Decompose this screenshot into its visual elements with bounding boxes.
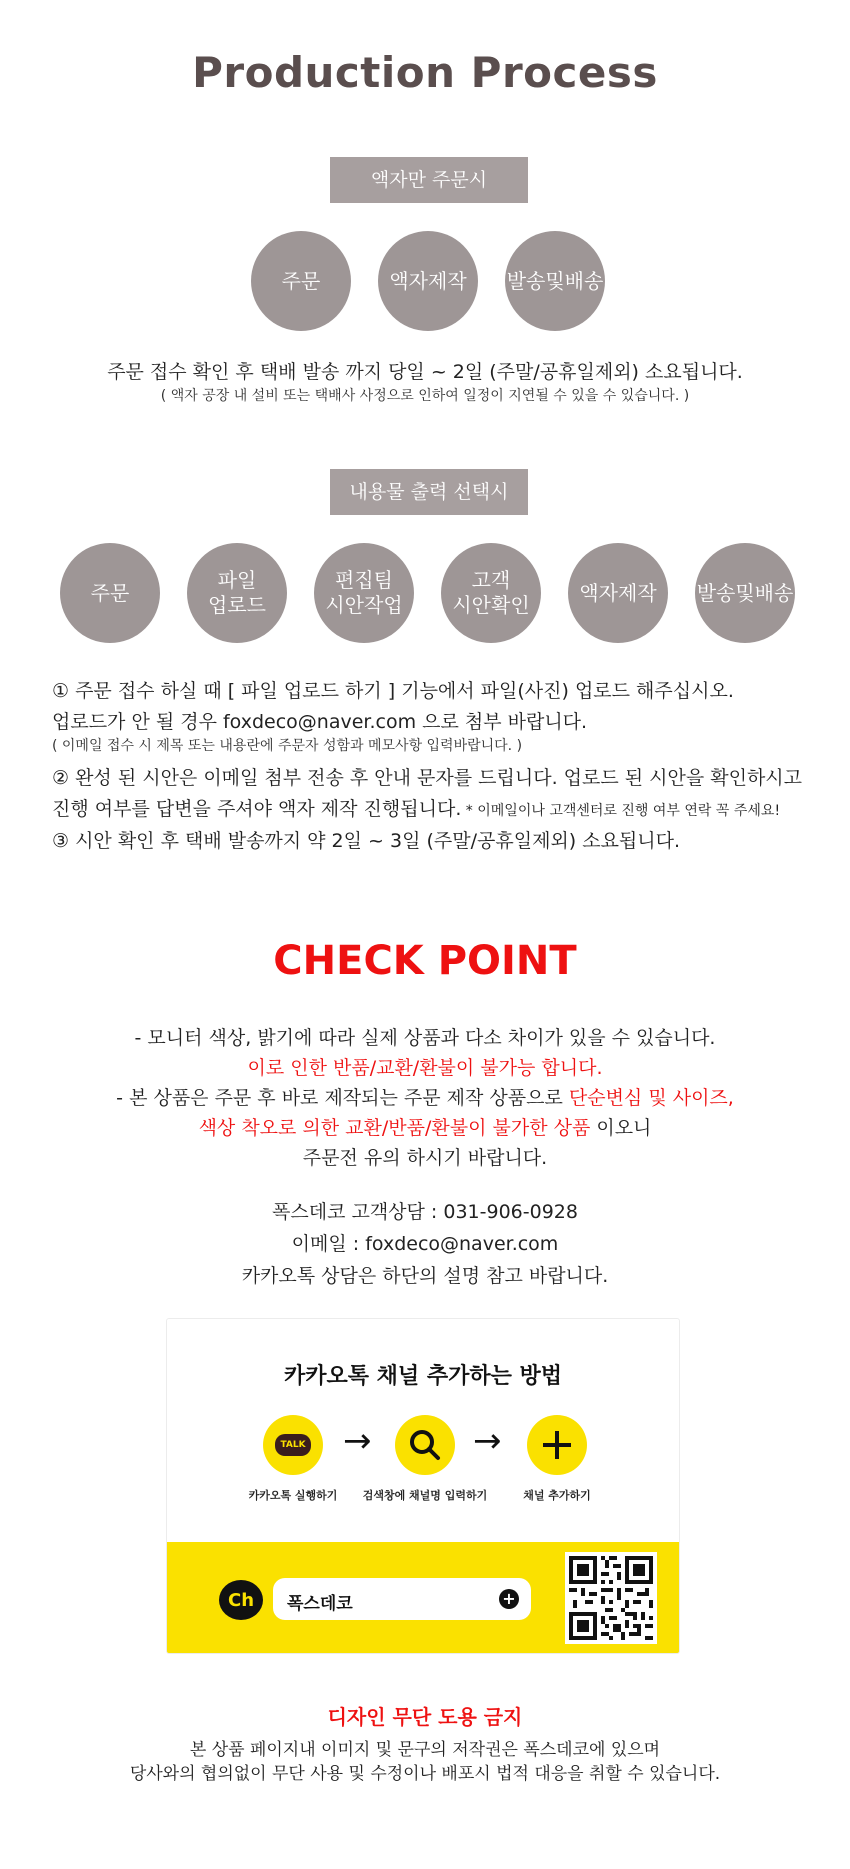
kakao-channel-logo: Ch [219,1580,263,1620]
design-copy-warning-title: 디자인 무단 도용 금지 [327,1705,523,1729]
contact-kakao-note: 카카오톡 상담은 하단의 설명 참고 바랍니다. [241,1265,609,1287]
step-note-2: 업로드가 안 될 경우 foxdeco@naver.com 으로 첨부 바랍니다. [52,711,588,733]
process-step-frame-making: 액자제작 [378,231,478,331]
step-note-5-main: 진행 여부를 답변을 주셔야 액자 제작 진행됩니다. [52,798,462,820]
arrow-right-icon: → [473,1421,502,1461]
kakao-step-label-3: 채널 추가하기 [523,1489,591,1502]
search-icon [395,1415,455,1475]
kakao-guide-title: 카카오톡 채널 추가하는 방법 [283,1364,562,1389]
check-point-line-3 [0,1083,850,1110]
page-title: Production Process [192,48,658,97]
contact-email: 이메일 : foxdeco@naver.com [291,1233,559,1255]
kakao-channel-band [167,1542,679,1653]
step-note-4: ② 완성 된 시안은 이메일 첨부 전송 후 안내 문자를 드립니다. 업로드 된 시안을 확인하시고 [52,767,803,789]
step-note-5-small: * 이메일이나 고객센터로 진행 여부 연락 꼭 주세요! [461,803,781,819]
check-point-line-2: 이로 인한 반품/교환/환불이 불가능 합니다. [247,1057,603,1079]
check-point-line-4-red: 색상 착오로 의한 교환/반품/환불이 불가한 상품 [198,1117,591,1139]
print-step-order: 주문 [60,543,160,643]
magnifier-icon [407,1427,443,1463]
step-note-3: ( 이메일 접수 시 제목 또는 내용란에 주문자 성함과 메모사항 입력바랍니다. ) [52,738,523,754]
kakao-channel-guide [166,1318,680,1654]
print-step-frame-making: 액자제작 [568,543,668,643]
print-step-shipping: 발송및배송 [695,543,795,643]
frame-only-tag: 액자만 주문시 [330,157,528,203]
print-step-file-upload: 파일 업로드 [187,543,287,643]
qr-code-image [565,1552,657,1644]
check-point-title: CHECK POINT [273,938,577,984]
process-step-order: 주문 [251,231,351,331]
kakao-channel-name: 폭스데코 [287,1594,353,1614]
frame-only-sub-note: ( 액자 공장 내 설비 또는 택배사 사정으로 인하여 일정이 지연될 수 있을 수 있습니다. ) [160,388,690,404]
print-step-draft-work: 편집팀 시안작업 [314,543,414,643]
talk-bubble-icon: TALK [275,1434,311,1456]
add-channel-button[interactable]: + [499,1589,519,1609]
frame-only-note: 주문 접수 확인 후 택배 발송 까지 당일 ~ 2일 (주말/공휴일제외) 소요됩니다. [107,361,743,383]
step-note-6: ③ 시안 확인 후 택배 발송까지 약 2일 ~ 3일 (주말/공휴일제외) 소요됩니다. [52,830,681,852]
check-point-line-3-red: 단순변심 및 사이즈, [568,1087,734,1109]
print-step-draft-confirm: 고객 시안확인 [441,543,541,643]
check-point-line-1: - 모니터 색상, 밝기에 따라 실제 상품과 다소 차이가 있을 수 있습니다. [134,1027,716,1049]
kakao-talk-icon [263,1415,323,1475]
check-point-line-3-main: - 본 상품은 주문 후 바로 제작되는 주문 제작 상품으로 [116,1087,569,1109]
kakao-step-label-1: 카카오톡 실행하기 [248,1489,338,1502]
contact-phone: 폭스데코 고객상담 : 031-906-0928 [272,1201,578,1223]
arrow-right-icon: → [343,1421,372,1461]
process-step-shipping: 발송및배송 [505,231,605,331]
check-point-line-4 [0,1113,850,1140]
step-note-1: ① 주문 접수 하실 때 [ 파일 업로드 하기 ] 기능에서 파일(사진) 업로드 해주십시오. [52,680,734,702]
content-print-tag: 내용물 출력 선택시 [330,469,528,515]
kakao-channel-search-box[interactable] [273,1578,531,1620]
copyright-line-2: 당사와의 협의없이 무단 사용 및 수정이나 배포시 법적 대응을 취할 수 있습니다. [129,1764,721,1784]
check-point-line-5: 주문전 유의 하시기 바랍니다. [302,1147,548,1169]
kakao-step-label-2: 검색창에 채널명 입력하기 [362,1489,488,1502]
step-note-5 [52,794,780,821]
plus-icon [539,1427,575,1463]
add-channel-icon [527,1415,587,1475]
copyright-line-1: 본 상품 페이지내 이미지 및 문구의 저작권은 폭스데코에 있으며 [189,1740,661,1760]
check-point-line-4-main: 이오니 [590,1117,652,1139]
qr-code [565,1552,657,1644]
